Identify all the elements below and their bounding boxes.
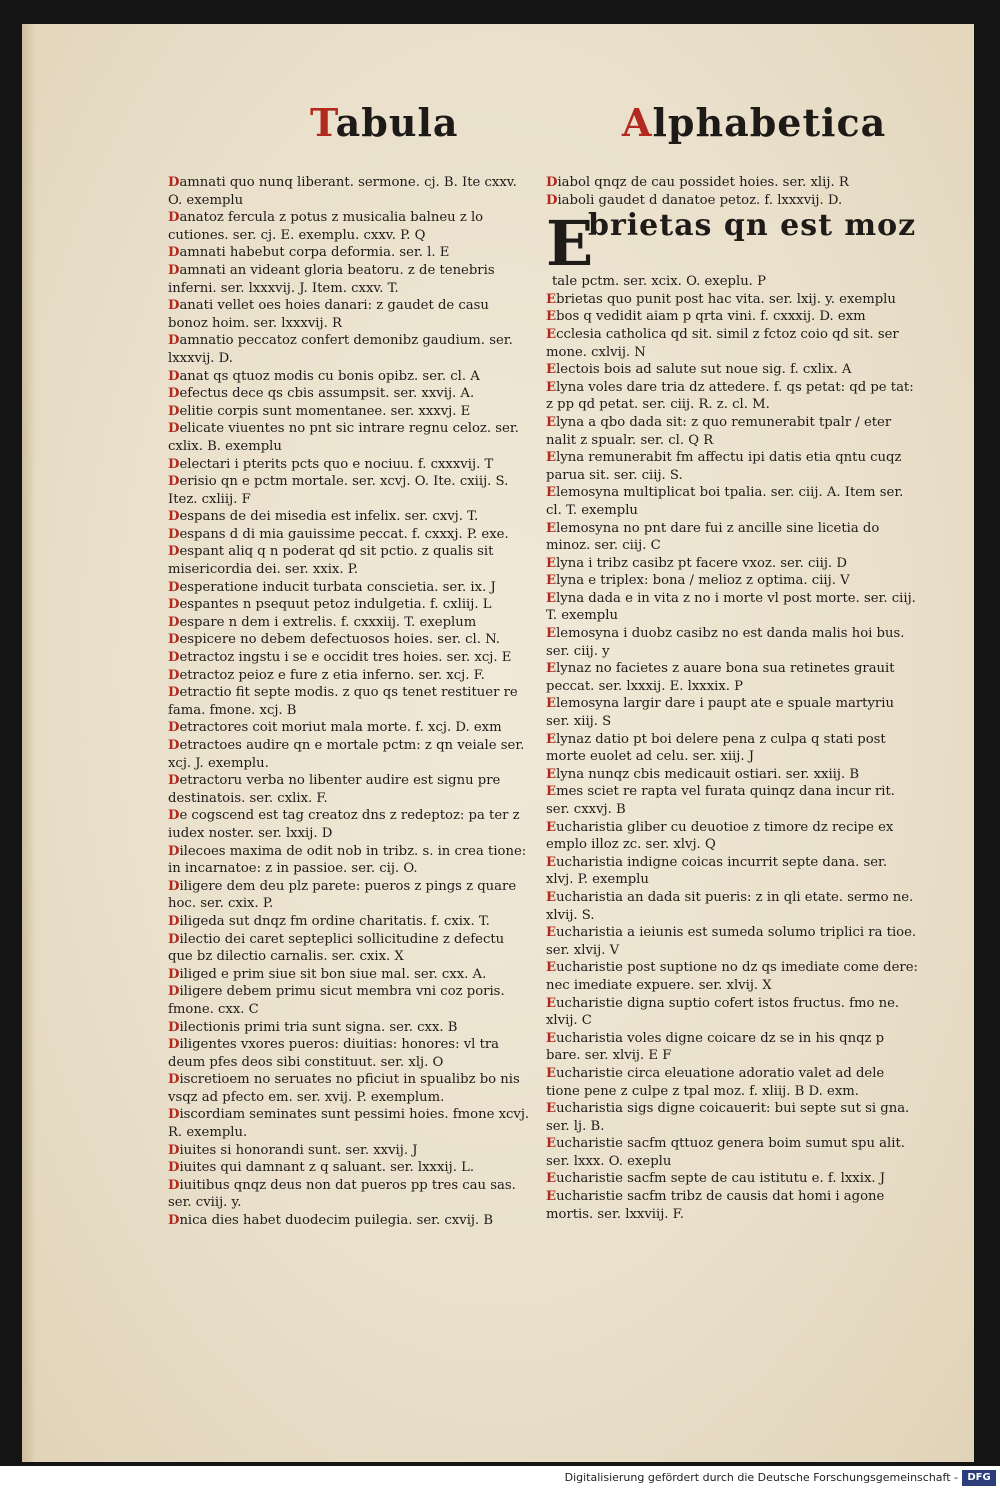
entry-text: espare n dem i extrelis. f. cxxxiij. T. exeplum	[179, 614, 477, 630]
index-entry	[546, 731, 918, 766]
entry-text: etractores coit moriut mala morte. f. xcj. D. exm	[179, 720, 502, 736]
index-entry	[168, 174, 532, 209]
page-gutter-shadow	[22, 24, 36, 1462]
index-entry	[168, 209, 532, 244]
entry-text: iuites si honorandi sunt. ser. xxvij. J	[179, 1142, 418, 1158]
entry-text: amnati an videant gloria beatoru. z de tenebris inferni. ser. lxxxvij. J. Item. cxxv. T.	[168, 262, 495, 296]
index-entry	[546, 1065, 918, 1100]
entry-text: anatoz fercula z potus z musicalia balneu z lo cutiones. ser. cj. E. exemplu. cxxv. P. Q	[168, 210, 484, 243]
heading-initial: T	[310, 100, 336, 145]
entry-initial: D	[168, 298, 180, 314]
index-entry	[168, 526, 532, 544]
entry-text: espans d di mia gauissime peccat. f. cxxxj. P. exe.	[179, 526, 509, 542]
entry-initial: D	[168, 544, 180, 560]
entry-initial: D	[168, 1160, 180, 1176]
entry-text: ucharistia sigs digne coicauerit: bui septe sut si gna. ser. lj. B.	[546, 1101, 910, 1134]
index-entry	[168, 579, 532, 597]
entry-initial: D	[168, 1213, 180, 1229]
entry-initial: E	[546, 889, 557, 905]
drop-cap-headline: brietas qn est moz	[588, 208, 917, 244]
entry-initial: D	[168, 1142, 180, 1158]
index-entry	[546, 520, 918, 555]
index-entry	[168, 508, 532, 526]
index-column-left	[168, 174, 532, 1230]
entry-text: electari i pterits pcts quo e nociuu. f. cxxxvij. T	[179, 456, 494, 472]
index-entry	[168, 1159, 532, 1177]
index-entry	[168, 420, 532, 455]
index-entry	[168, 244, 532, 262]
entry-initial: D	[168, 474, 180, 490]
entry-text: ucharistie circa eleuatione adoratio valet ad dele tione pene z culpe z tpal moz. f. xliij. B D. exm.	[546, 1065, 885, 1099]
entry-initial: E	[546, 731, 557, 747]
index-entry	[168, 456, 532, 474]
entry-initial: E	[546, 291, 557, 307]
entry-text: lyna a qbo dada sit: z quo remunerabit tpalr / eter nalit z spualr. ser. cl. Q R	[546, 414, 892, 448]
entry-text: elicate viuentes no pnt sic intrare regnu celoz. ser. cxlix. B. exemplu	[168, 421, 519, 454]
entry-text: e cogscend est tag creatoz dns z redeptoz: pa ter z iudex noster. ser. lxxij. D	[168, 808, 520, 841]
entry-text: brietas quo punit post hac vita. ser. lxij. y. exemplu	[556, 291, 896, 307]
entry-initial: D	[168, 1177, 180, 1193]
entry-text: espicere no debem defectuosos hoies. ser. cl. N.	[179, 632, 500, 648]
entry-text: ucharistie sacfm tribz de causis dat homi i agone mortis. ser. lxxviij. F.	[546, 1189, 885, 1222]
entry-initial: D	[168, 175, 180, 190]
index-entries-top	[546, 174, 918, 209]
entry-text: lemosyna largir dare i paupt ate e spuale martyriu ser. xiij. S	[546, 696, 894, 730]
entry-text: lectois bois ad salute sut noue sig. f. cxlix. A	[556, 362, 852, 378]
entry-text: bos q vedidit aiam p qrta vini. f. cxxxij. D. exm	[556, 309, 866, 325]
entry-initial: D	[168, 650, 180, 666]
entry-initial: E	[546, 573, 557, 589]
entry-initial: D	[168, 878, 180, 894]
entry-text: ucharistie sacfm septe de cau istitutu e. f. lxxix. J	[556, 1171, 886, 1187]
entry-initial: E	[546, 414, 557, 430]
entry-initial: D	[168, 913, 180, 929]
index-entry	[168, 878, 532, 913]
entry-initial: E	[546, 1189, 557, 1205]
index-entry	[168, 843, 532, 878]
entry-initial: E	[546, 1136, 557, 1152]
entry-initial: D	[168, 526, 180, 542]
entry-text: etractoes audire qn e mortale pctm: z qn veiale ser. xcj. J. exemplu.	[168, 738, 525, 771]
entry-initial: E	[546, 326, 557, 342]
entry-initial: D	[168, 1037, 180, 1053]
index-entry	[168, 772, 532, 807]
entry-initial: E	[546, 1065, 557, 1081]
entry-initial: E	[546, 661, 557, 677]
index-entry	[168, 297, 532, 332]
index-entry	[546, 995, 918, 1030]
entry-initial: D	[168, 773, 180, 789]
index-entry	[168, 1177, 532, 1212]
entry-initial: D	[168, 509, 180, 525]
entry-text: iligentes vxores pueros: diuitias: honores: vl tra deum pfes deos sibi constituut. ser. xlj. O	[168, 1037, 500, 1070]
digitization-footer	[0, 1466, 1000, 1491]
entry-text: lemosyna no pnt dare fui z ancille sine licetia do minoz. ser. ciij. C	[546, 520, 880, 554]
index-entry	[546, 572, 918, 590]
entry-text: ucharistie post suptione no dz qs imediate come dere: nec imediate expuere. ser. xlvij. X	[546, 960, 918, 993]
entry-text: anati vellet oes hoies danari: z gaudet de casu bonoz hoim. ser. lxxxvij. R	[168, 298, 489, 331]
entry-text: iuitibus qnqz deus non dat pueros pp tres cau sas. ser. cviij. y.	[168, 1177, 516, 1211]
entry-text: etractoz peioz e fure z etia inferno. ser. xcj. F.	[179, 667, 485, 683]
entry-text: nica dies habet duodecim puilegia. ser. cxvij. B	[179, 1213, 494, 1229]
entry-text: ilecoes maxima de odit nob in tribz. s. in crea tione: in incarnatoe: z in passioe. ser. cij. O.	[168, 843, 527, 877]
index-entry	[546, 660, 918, 695]
entry-text: lynaz no facietes z auare bona sua retinetes grauit peccat. ser. lxxxij. E. lxxxix. P	[546, 661, 895, 694]
heading-rest: abula	[335, 100, 459, 145]
index-entry	[546, 379, 918, 414]
entry-initial: D	[168, 456, 180, 472]
index-entry	[546, 766, 918, 784]
index-entry	[546, 1188, 918, 1223]
index-entry	[168, 1106, 532, 1141]
entry-text: ucharistia voles digne coicare dz se in his qnqz p bare. ser. xlvij. E F	[546, 1030, 885, 1064]
entry-text: iscordiam seminates sunt pessimi hoies. fmone xcvj. R. exemplu.	[168, 1107, 530, 1141]
entry-text: cclesia catholica qd sit. simil z fctoz coio qd sit. ser mone. cxlvij. N	[546, 326, 899, 360]
index-entry	[168, 807, 532, 842]
entry-initial: E	[546, 450, 557, 466]
entry-initial: E	[546, 1171, 557, 1187]
entry-text: ucharistia indigne coicas incurrit septe dana. ser. xlvj. P. exemplu	[546, 854, 888, 888]
index-entry	[168, 983, 532, 1018]
entry-text: mes sciet re rapta vel furata quinqz dana incur rit. ser. cxxvj. B	[546, 784, 895, 817]
entry-initial: D	[168, 333, 180, 349]
entry-text: espans de dei misedia est infelix. ser. cxvj. T.	[179, 509, 479, 525]
entry-initial: D	[168, 579, 180, 595]
entry-text: etractoz ingstu i se e occidit tres hoies. ser. xcj. E	[179, 650, 512, 666]
index-entry	[546, 308, 918, 326]
index-entry	[168, 1071, 532, 1106]
entry-text: ilectio dei caret septeplici sollicitudine z defectu que bz dilectio carnalis. ser. cxix. X	[168, 931, 505, 965]
index-column-right	[546, 174, 918, 1223]
index-entry	[168, 931, 532, 966]
entry-text: iligeda sut dnqz fm ordine charitatis. f. cxix. T.	[179, 913, 490, 929]
index-entry	[546, 414, 918, 449]
entry-initial: E	[546, 784, 557, 800]
index-entry	[546, 1135, 918, 1170]
index-entry	[168, 543, 532, 578]
entry-initial: E	[546, 590, 557, 606]
entry-text: ucharistie sacfm qttuoz genera boim sumut spu alit. ser. lxxx. O. exeplu	[546, 1136, 905, 1169]
entry-text: lyna remunerabit fm affectu ipi datis etia qntu cuqz parua sit. ser. ciij. S.	[546, 450, 902, 483]
entry-initial: D	[168, 1107, 180, 1123]
entry-initial: D	[168, 386, 180, 402]
index-entry	[168, 262, 532, 297]
entry-text: iuites qui damnant z q saluant. ser. lxxxij. L.	[179, 1160, 475, 1176]
entry-initial: E	[546, 520, 557, 536]
index-entry	[546, 889, 918, 924]
index-entry	[168, 1142, 532, 1160]
entry-initial: D	[546, 175, 558, 190]
entry-initial: E	[546, 819, 557, 835]
entry-text: espant aliq q n poderat qd sit pctio. z qualis sit misericordia dei. ser. xxix. P.	[168, 544, 494, 578]
entry-initial: D	[168, 738, 180, 753]
index-entry	[546, 924, 918, 959]
entry-initial: E	[546, 555, 557, 571]
index-entry	[168, 737, 532, 772]
index-entry	[168, 649, 532, 667]
index-entry	[168, 1019, 532, 1037]
entry-initial: D	[168, 685, 180, 701]
index-entry	[546, 590, 918, 625]
entry-initial: D	[168, 403, 180, 419]
drop-cap-continuation: tale pctm. ser. xcix. O. exeplu. P	[552, 274, 766, 290]
entry-text: elitie corpis sunt momentanee. ser. xxxvj. E	[179, 403, 471, 419]
entry-initial: E	[546, 362, 557, 378]
index-entry	[168, 473, 532, 508]
index-entry	[168, 966, 532, 984]
entry-text: lyna voles dare tria dz attedere. f. qs petat: qd pe tat: z pp qd petat. ser. ciij. R. z. cl. M.	[546, 379, 914, 413]
index-entry	[168, 403, 532, 421]
running-title-left	[310, 100, 480, 160]
index-entry	[168, 1036, 532, 1071]
entry-text: efectus dece qs cbis assumpsit. ser. xxvij. A.	[179, 386, 475, 402]
entry-initial: D	[168, 262, 180, 278]
entry-text: erisio qn e pctm mortale. ser. xcvj. O. Ite. cxiij. S. Itez. cxliij. F	[168, 474, 509, 507]
entry-text: ucharistia a ieiunis est sumeda solumo triplici ra tioe. ser. xlvij. V	[546, 925, 917, 958]
entry-initial: D	[168, 632, 180, 648]
index-entry	[546, 783, 918, 818]
entry-initial: E	[546, 485, 557, 501]
entry-text: iligere debem primu sicut membra vni coz poris. fmone. cxx. C	[168, 984, 505, 1017]
entry-initial: E	[546, 626, 557, 642]
entry-initial: D	[168, 808, 180, 824]
index-entry	[546, 1170, 918, 1188]
entry-text: lemosyna i duobz casibz no est danda malis hoi bus. ser. ciij. y	[546, 626, 905, 659]
entry-text: lemosyna multiplicat boi tpalia. ser. ciij. A. Item ser. cl. T. exemplu	[546, 485, 904, 518]
entry-text: iaboli gaudet d danatoe petoz. f. lxxxvij. D.	[557, 192, 843, 208]
index-entry	[546, 174, 918, 192]
heading-rest: lphabetica	[652, 100, 887, 145]
entry-text: iliged e prim siue sit bon siue mal. ser. cxx. A.	[179, 966, 487, 982]
index-entry	[546, 1100, 918, 1135]
entry-text: ucharistia an dada sit pueris: z in qli etate. sermo ne. xlvij. S.	[546, 889, 914, 923]
entry-initial: E	[546, 696, 557, 712]
entry-initial: E	[546, 309, 557, 325]
index-entry	[168, 631, 532, 649]
entry-text: anat qs qtuoz modis cu bonis opibz. ser. cl. A	[179, 368, 480, 384]
heading-initial: A	[622, 100, 653, 145]
entry-text: iscretioem no seruates no pficiut in spualibz bo nis vsqz ad pfecto em. ser. xvij. P. exemplum.	[168, 1072, 520, 1105]
entry-initial: D	[168, 966, 180, 982]
index-entry	[546, 326, 918, 361]
entry-initial: E	[546, 854, 557, 870]
index-entry	[546, 555, 918, 573]
index-entry	[546, 361, 918, 379]
entry-initial: D	[168, 614, 180, 630]
entry-initial: D	[168, 245, 180, 261]
entry-text: lynaz datio pt boi delere pena z culpa q stati post morte euolet ad celu. ser. xiij. J	[546, 731, 886, 765]
entry-initial: E	[546, 925, 557, 941]
entry-text: etractio fit septe modis. z quo qs tenet restituer re fama. fmone. xcj. B	[168, 685, 518, 718]
entry-text: amnatio peccatoz confert demonibz gaudium. ser. lxxxvij. D.	[168, 333, 513, 366]
entry-text: amnati habebut corpa deformia. ser. l. E	[179, 245, 450, 261]
index-entry	[546, 625, 918, 660]
entry-initial: D	[168, 597, 180, 613]
index-entry	[546, 1030, 918, 1065]
entry-initial: E	[546, 766, 557, 782]
entry-initial: E	[546, 379, 557, 395]
index-entry	[168, 368, 532, 386]
entry-text: iligere dem deu plz parete: pueros z pings z quare hoc. ser. cxix. P.	[168, 878, 517, 912]
entry-text: iabol qnqz de cau possidet hoies. ser. xlij. R	[557, 175, 849, 190]
dfg-logo: DFG	[962, 1470, 996, 1486]
index-entry	[546, 854, 918, 889]
entry-initial: D	[168, 368, 180, 384]
entry-initial: D	[168, 421, 180, 437]
entry-initial: D	[168, 210, 180, 226]
entry-text: espantes n psequut petoz indulgetia. f. cxliij. L	[179, 597, 492, 613]
index-entry	[546, 484, 918, 519]
entry-text: ilectionis primi tria sunt signa. ser. cxx. B	[179, 1019, 458, 1035]
entry-text: lyna i tribz casibz pt facere vxoz. ser. ciij. D	[556, 555, 847, 571]
index-entry	[168, 667, 532, 685]
entry-initial: E	[546, 1101, 557, 1117]
index-entry	[168, 385, 532, 403]
entry-text: lyna dada e in vita z no i morte vl post morte. ser. ciij. T. exemplu	[546, 590, 916, 624]
index-entry	[168, 1212, 532, 1230]
entry-initial: D	[168, 984, 180, 1000]
index-entry	[168, 913, 532, 931]
index-entries-main	[546, 291, 918, 1223]
index-entry	[546, 449, 918, 484]
index-entry	[546, 192, 918, 210]
entry-initial: D	[168, 843, 180, 859]
entry-initial: D	[546, 192, 558, 208]
entry-initial: D	[168, 1019, 180, 1035]
drop-cap-entry	[546, 207, 918, 281]
index-entry	[546, 959, 918, 994]
entry-initial: D	[168, 667, 180, 683]
entry-initial: E	[546, 1030, 557, 1046]
entry-text: etractoru verba no libenter audire est signu pre destinatois. ser. cxlix. F.	[168, 773, 501, 806]
running-title-right	[622, 100, 887, 160]
entry-initial: D	[168, 720, 180, 736]
index-entry	[168, 614, 532, 632]
index-entry	[168, 332, 532, 367]
entry-text: ucharistia gliber cu deuotioe z timore dz recipe ex emplo illoz zc. ser. xlvj. Q	[546, 819, 894, 853]
entry-text: ucharistie digna suptio cofert istos fructus. fmo ne. xlvij. C	[546, 995, 900, 1029]
index-entry	[168, 719, 532, 737]
entry-initial: E	[546, 995, 557, 1011]
entry-initial: D	[168, 931, 180, 947]
funding-credit: Digitalisierung gefördert durch die Deutsche Forschungsgemeinschaft -	[564, 1471, 958, 1484]
entry-text: esperatione inducit turbata conscietia. ser. ix. J	[179, 579, 496, 595]
index-entry	[168, 684, 532, 719]
entry-initial: D	[168, 1072, 180, 1088]
drop-cap-letter: E	[546, 207, 594, 281]
index-entry	[168, 596, 532, 614]
entry-text: amnati quo nunq liberant. sermone. cj. B. Ite cxxv. O. exemplu	[168, 175, 517, 208]
index-entry	[546, 291, 918, 309]
index-entry	[546, 819, 918, 854]
index-entry	[546, 695, 918, 730]
entry-initial: E	[546, 960, 557, 976]
entry-text: lyna e triplex: bona / melioz z optima. ciij. V	[556, 573, 850, 589]
entry-text: lyna nunqz cbis medicauit ostiari. ser. xxiij. B	[556, 766, 860, 782]
